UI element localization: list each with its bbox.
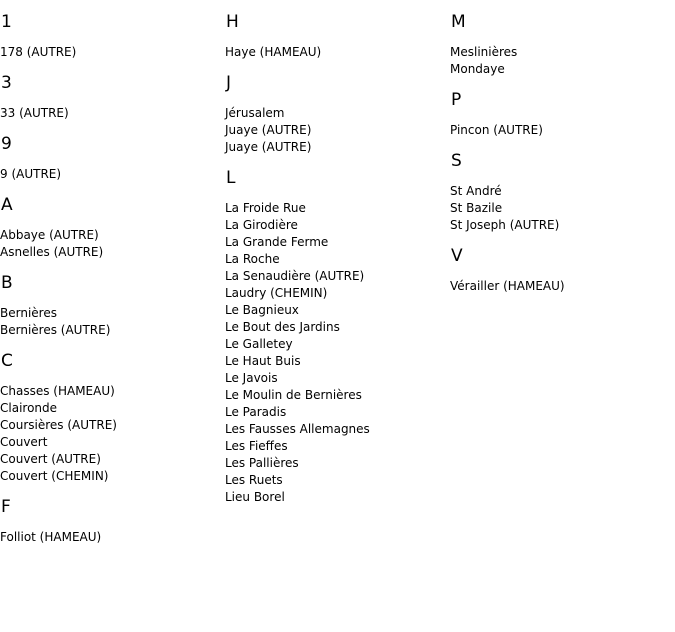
list-item: Couvert [0,435,48,449]
entry-list [0,529,225,546]
list-item: Juaye (AUTRE) [225,123,312,137]
list-item: Les Fausses Allemagnes [225,422,370,436]
index-group-p [450,90,675,139]
index-column-3 [450,0,675,303]
index-group-v [450,246,675,295]
list-item: St Joseph (AUTRE) [450,218,560,232]
entry-list [0,44,225,61]
list-item: Vérailler (HAMEAU) [450,279,565,293]
list-item: St Bazile [450,201,503,215]
entry-list [450,278,675,295]
list-item: Le Galletey [225,337,293,351]
group-letter: V [451,246,463,266]
list-item: La Grande Ferme [225,235,329,249]
entry-list [450,183,675,234]
list-item: Mondaye [450,62,505,76]
group-letter: J [226,73,232,93]
list-item: Le Javois [225,371,278,385]
list-item: Lieu Borel [225,490,285,504]
list-item: Meslinières [450,45,518,59]
list-item: Pincon (AUTRE) [450,123,543,137]
entry-list [225,105,450,156]
entry-list [450,122,675,139]
list-item: 9 (AUTRE) [0,167,62,181]
list-item: Le Bagnieux [225,303,299,317]
list-item: Claironde [0,401,58,415]
list-item: Les Pallières [225,456,299,470]
group-letter: C [1,351,13,371]
list-item: Le Bout des Jardins [225,320,340,334]
list-item: Les Fieffes [225,439,288,453]
entry-list [0,166,225,183]
entry-list [0,105,225,122]
list-item: Les Ruets [225,473,283,487]
index-group-1 [0,12,225,61]
group-letter: S [451,151,462,171]
list-item: Le Haut Buis [225,354,301,368]
list-item: La Froide Rue [225,201,306,215]
index-group-s [450,151,675,234]
index-group-h [225,12,450,61]
list-item: Jérusalem [225,106,285,120]
index-group-a [0,195,225,261]
list-item: Bernières [0,306,57,320]
group-letter: 9 [1,134,12,154]
group-letter: A [1,195,13,215]
list-item: Laudry (CHEMIN) [225,286,328,300]
list-item: Couvert (AUTRE) [0,452,101,466]
index-group-f [0,497,225,546]
index-column-1 [0,0,225,554]
index-group-l [225,168,450,506]
index-group-9 [0,134,225,183]
list-item: Couvert (CHEMIN) [0,469,109,483]
group-letter: P [451,90,462,110]
list-item: Le Moulin de Bernières [225,388,362,402]
entry-list [0,227,225,261]
list-item: Chasses (HAMEAU) [0,384,115,398]
index-group-c [0,351,225,485]
list-item: Haye (HAMEAU) [225,45,322,59]
index-group-b [0,273,225,339]
list-item: Bernières (AUTRE) [0,323,111,337]
list-item: Coursières (AUTRE) [0,418,117,432]
list-item: La Girodière [225,218,298,232]
group-letter: M [451,12,466,32]
index-column-2 [225,0,450,514]
entry-list [0,383,225,485]
group-letter: 1 [1,12,12,32]
list-item: 33 (AUTRE) [0,106,69,120]
list-item: Asnelles (AUTRE) [0,245,104,259]
list-item: La Senaudière (AUTRE) [225,269,365,283]
group-letter: L [226,168,236,188]
list-item: Folliot (HAMEAU) [0,530,102,544]
group-letter: 3 [1,73,12,93]
group-letter: F [1,497,11,517]
list-item: Juaye (AUTRE) [225,140,312,154]
entry-list [225,200,450,506]
list-item: Abbaye (AUTRE) [0,228,99,242]
entry-list [0,305,225,339]
list-item: La Roche [225,252,280,266]
list-item: Le Paradis [225,405,287,419]
index-group-m [450,12,675,78]
index-group-j [225,73,450,156]
list-item: St André [450,184,502,198]
list-item: 178 (AUTRE) [0,45,77,59]
entry-list [450,44,675,78]
entry-list [225,44,450,61]
group-letter: H [226,12,239,32]
index-group-3 [0,73,225,122]
group-letter: B [1,273,13,293]
